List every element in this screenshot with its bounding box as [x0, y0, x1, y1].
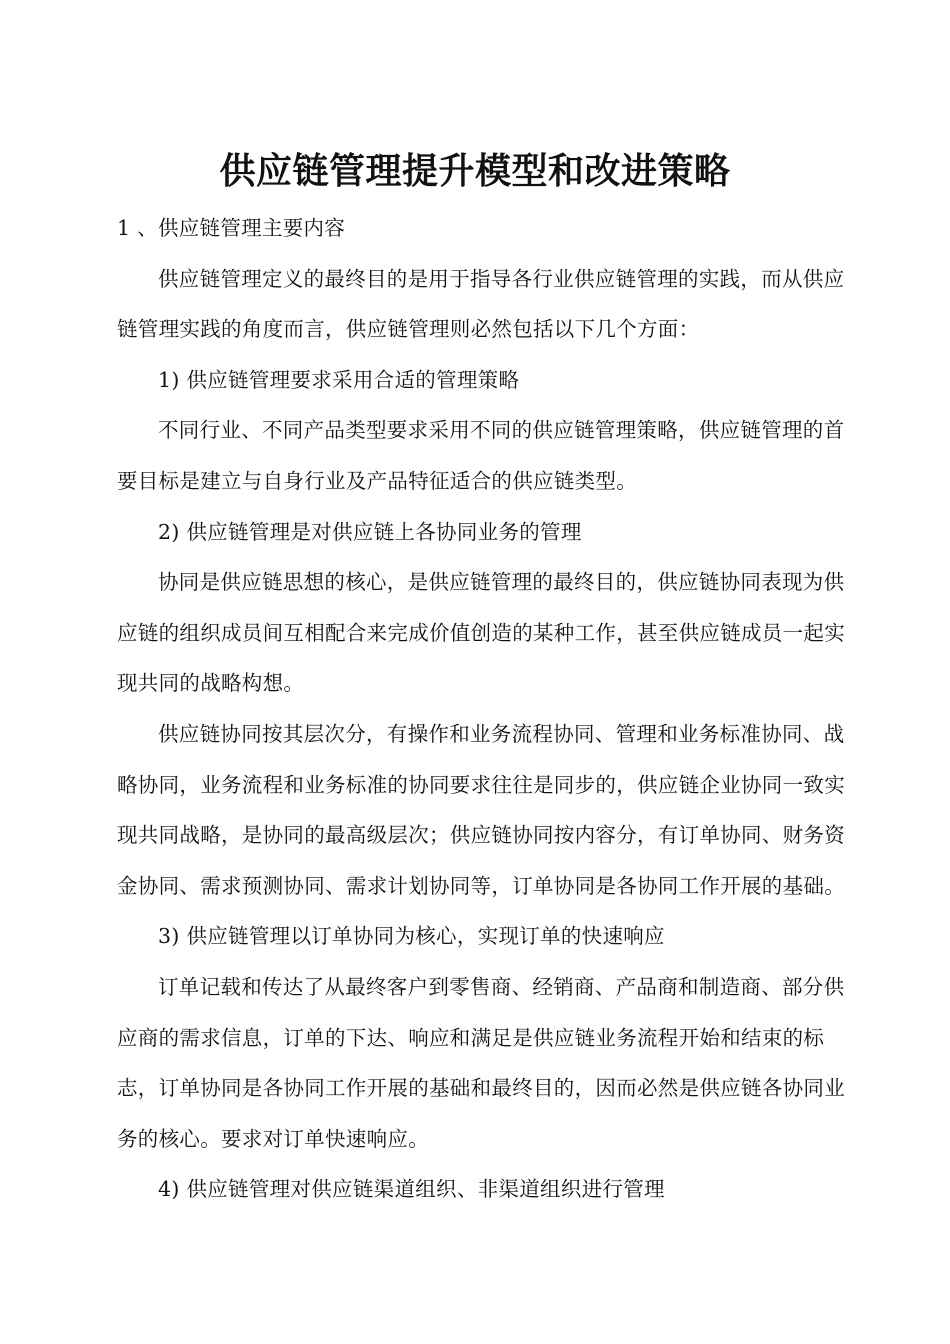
- subheading: 3) 供应链管理以订单协同为核心，实现订单的快速响应: [158, 924, 665, 949]
- document-body: [117, 203, 855, 1215]
- paragraph: 供应链管理定义的最终目的是用于指导各行业供应链管理的实践，而从供应链管理实践的角度而言，供应链管理则必然包括以下几个方面：: [117, 266, 845, 342]
- document-title: 供应链管理提升模型和改进策略: [219, 151, 731, 192]
- paragraph: 订单记载和传达了从最终客户到零售商、经销商、产品商和制造商、部分供应商的需求信息，订单的下达、响应和满足是供应链业务流程开始和结束的标志，订单协同是各协同工作开展的基础和最终目的，因而必然是供应链各协同业务的核心。要求对订单快速响应。: [117, 974, 845, 1151]
- subheading: 4) 供应链管理对供应链渠道组织、非渠道组织进行管理: [158, 1177, 665, 1202]
- paragraph: 协同是供应链思想的核心，是供应链管理的最终目的，供应链协同表现为供应链的组织成员间互相配合来完成价值创造的某种工作，甚至供应链成员一起实现共同的战略构想。: [117, 570, 845, 696]
- paragraph: 不同行业、不同产品类型要求采用不同的供应链管理策略，供应链管理的首要目标是建立与自身行业及产品特征适合的供应链类型。: [117, 418, 845, 493]
- subheading: 1) 供应链管理要求采用合适的管理策略: [158, 367, 520, 392]
- section-heading: 1 、供应链管理主要内容: [117, 216, 346, 240]
- paragraph: 供应链协同按其层次分，有操作和业务流程协同、管理和业务标准协同、战略协同，业务流程和业务标准的协同要求往往是同步的，供应链企业协同一致实现共同战略，是协同的最高级层次；供应链协同按内容分，有订单协同、财务资金协同、需求预测协同、需求计划协同等，订单协同是各协同工作开展的基础。: [117, 721, 845, 898]
- subheading: 2) 供应链管理是对供应链上各协同业务的管理: [158, 519, 582, 544]
